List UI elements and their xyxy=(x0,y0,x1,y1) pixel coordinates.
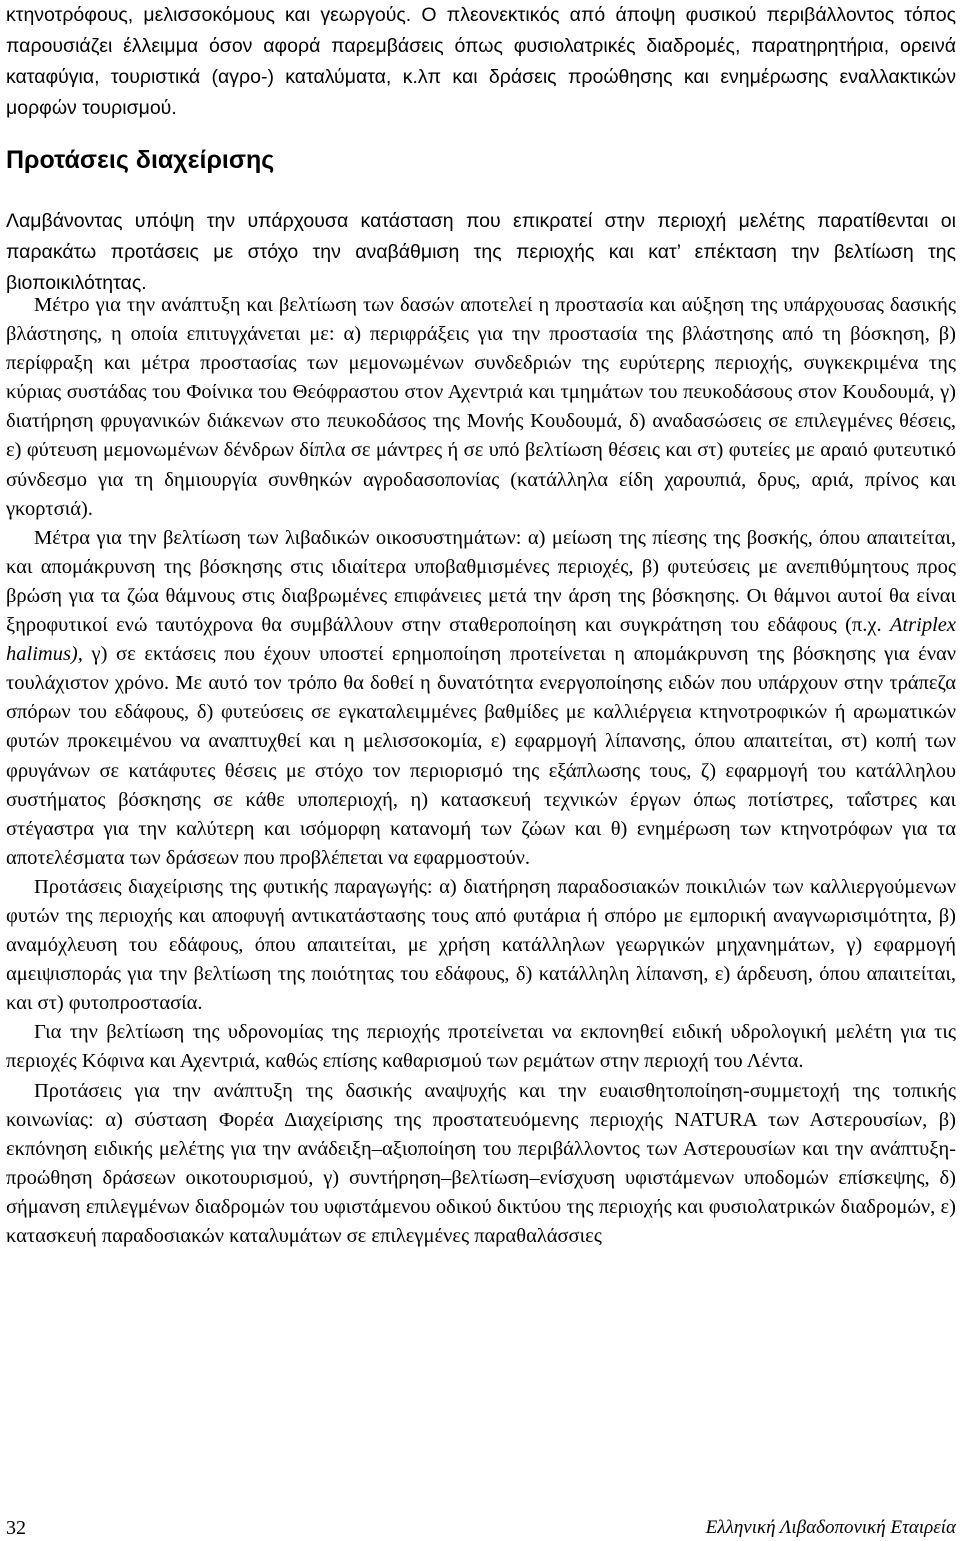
body-text xyxy=(6,291,956,1251)
hydrology-paragraph: Για την βελτίωση της υδρονομίας της περιοχής προτείνεται να εκπονηθεί ειδική υδρολογική μελέτη για τις περιοχές Κόφινα και Αχεντριά, καθώς επίσης καθαρισμού των ρεμάτων στην περιοχή του Λέντα. xyxy=(6,1021,956,1073)
rangeland-text-start: Μέτρα για την βελτίωση των λιβαδικών οικοσυστημάτων: α) μείωση της πίεσης της βοσκής, όπου απαιτείται, και απομάκρυνση της βόσκησης στις ιδιαίτερα υποβαθμισμένες περιοχές, β) φυτεύσεις με ανεπιθύμητους προς βρώση για τα ζώα θάμνους στις διαβρωμένες επιφάνειες μετά την άρση της βόσκησης. Οι θάμνοι αυτοί θα είναι ξηροφυτικοί ενώ ταυτόχρονα θα συμβάλλουν στην σταθεροποίηση και συγκράτηση του εδάφους (π.χ. xyxy=(6,526,956,637)
intro-paragraph: κτηνοτρόφους, μελισσοκόμους και γεωργούς. Ο πλεονεκτικός από άποψη φυσικού περιβάλλοντος τόπος παρουσιάζει έλλειμμα όσον αφορά παρεμβάσεις όπως φυσιολατρικές διαδρομές, παρατηρητήρια, ορεινά καταφύγια, τουριστικά (αγρο-) καταλύματα, κ.λπ και δράσεις προώθησης και ενημέρωσης εναλλακτικών μορφών τουρισμού. xyxy=(6,4,956,119)
rangeland-text-end: γ) σε εκτάσεις που έχουν υποστεί ερημοποίηση προτείνεται η απομάκρυνση της βόσκησης για έναν τουλάχιστον χρόνο. Με αυτό τον τρόπο θα δοθεί η δυνατότητα ενεργοποίησης ειδών που υπάρχουν στην τράπεζα σπόρων του εδάφους, δ) φυτεύσεις σε εγκαταλειμμένες βαθμίδες με καλλιέργεια κτηνοτροφικών ή αρωματικών φυτών προκειμένου να αναπτυχθεί και η μελισσοκομία, ε) εφαρμογή λίπανσης, όπου απαιτείται, στ) κοπή των φρυγάνων σε κατάφυτες θέσεις με στόχο τον περιορισμό της εξάπλωσης τους, ζ) εφαρμογή του κατάλληλου συστήματος βόσκησης σε κάθε υποπεριοχή, η) κατασκευή τεχνικών έργων όπως ποτίστρες, ταΐστρες και στέγαστρα για την καλύτερη και ισόμορφη κατανομή των ζώων και θ) ενημέρωση των κτηνοτρόφων για τα αποτελέσματα των δράσεων που προβλέπεται να εφαρμοστούν. xyxy=(6,643,956,869)
species-name: Atriplex halimus), xyxy=(6,614,956,666)
section-heading: Προτάσεις διαχείρισης xyxy=(6,146,275,174)
page-number: 32 xyxy=(6,1517,26,1539)
page-footer xyxy=(0,1517,960,1541)
crop-measures-paragraph: Προτάσεις διαχείρισης της φυτικής παραγωγής: α) διατήρηση παραδοσιακών ποικιλιών των καλλιεργούμενων φυτών της περιοχής και αποφυγή αντικατάστασης τους από φυτάρια ή σπόρο με εμπορική αναγνωρισιμότητα, β) αναμόχλευση του εδάφους, όπου απαιτείται, με χρήση κατάλληλων γεωργικών μηχανημάτων, γ) εφαρμογή αμειψισποράς για την βελτίωση της ποιότητας του εδάφους, δ) κατάλληλη λίπανση, ε) άρδευση, όπου απαιτείται, και στ) φυτοπροστασία. xyxy=(6,875,956,1015)
publisher-name: Ελληνική Λιβαδοπονική Εταιρεία xyxy=(705,1517,956,1538)
rangeland-measures-paragraph xyxy=(6,524,956,873)
forest-measures-paragraph: Μέτρο για την ανάπτυξη και βελτίωση των δασών αποτελεί η προστασία και αύξηση της υπάρχουσας δασικής βλάστησης, η οποία επιτυγχάνεται με: α) περιφράξεις για την προστασία της βλάστησης από τη βόσκηση, β) περίφραξη και μέτρα προστασίας των μεμονωμένων συνδεδριών της ευρύτερης περιοχής, συγκεκριμένα της κύριας συστάδας του Φοίνικα του Θεόφραστου στον Αχεντριά και τμημάτων του πευκοδάσους στον Κουδουμά, γ) διατήρηση φρυγανικών διάκενων στο πευκοδάσος της Μονής Κουδουμά, δ) αναδασώσεις σε επιλεγμένες θέσεις, ε) φύτευση μεμονωμένων δένδρων δίπλα σε μάντρες ή σε υπό βελτίωση θέσεις και στ) φυτείες με αραιό φυτευτικό σύνδεσμο για τη δημιουργία συνθηκών αγροδασοπονίας (κατάλληλα είδη χαρουπιά, δρυς, αριά, πρίνος και γκορτσιά). xyxy=(6,294,956,520)
recreation-paragraph: Προτάσεις για την ανάπτυξη της δασικής αναψυχής και την ευαισθητοποίηση-συμμετοχή της τοπικής κοινωνίας: α) σύσταση Φορέα Διαχείρισης της προστατευόμενης περιοχής NATURA των Αστερουσίων, β) εκπόνηση ειδικής μελέτης για την ανάδειξη–αξιοποίηση του περιβάλλοντος των Αστερουσίων και την ανάπτυξη-προώθηση δράσεων οικοτουρισμού, γ) συντήρηση–βελτίωση–ενίσχυση υφιστάμενων υποδομών επίσκεψης, δ) σήμανση επιλεγμένων διαδρομών του υφιστάμενου οδικού δικτύου της περιοχής και φυσιολατρικών διαδρομών, ε) κατασκευή παραδοσιακών καταλυμάτων σε επιλεγμένες παραθαλάσσιες xyxy=(6,1079,956,1247)
lead-paragraph: Λαμβάνοντας υπόψη την υπάρχουσα κατάσταση που επικρατεί στην περιοχή μελέτης παρατίθενται οι παρακάτω προτάσεις με στόχο την αναβάθμιση της περιοχής και κατ’ επέκταση την βελτίωση της βιοποικιλότητας. xyxy=(6,210,956,294)
